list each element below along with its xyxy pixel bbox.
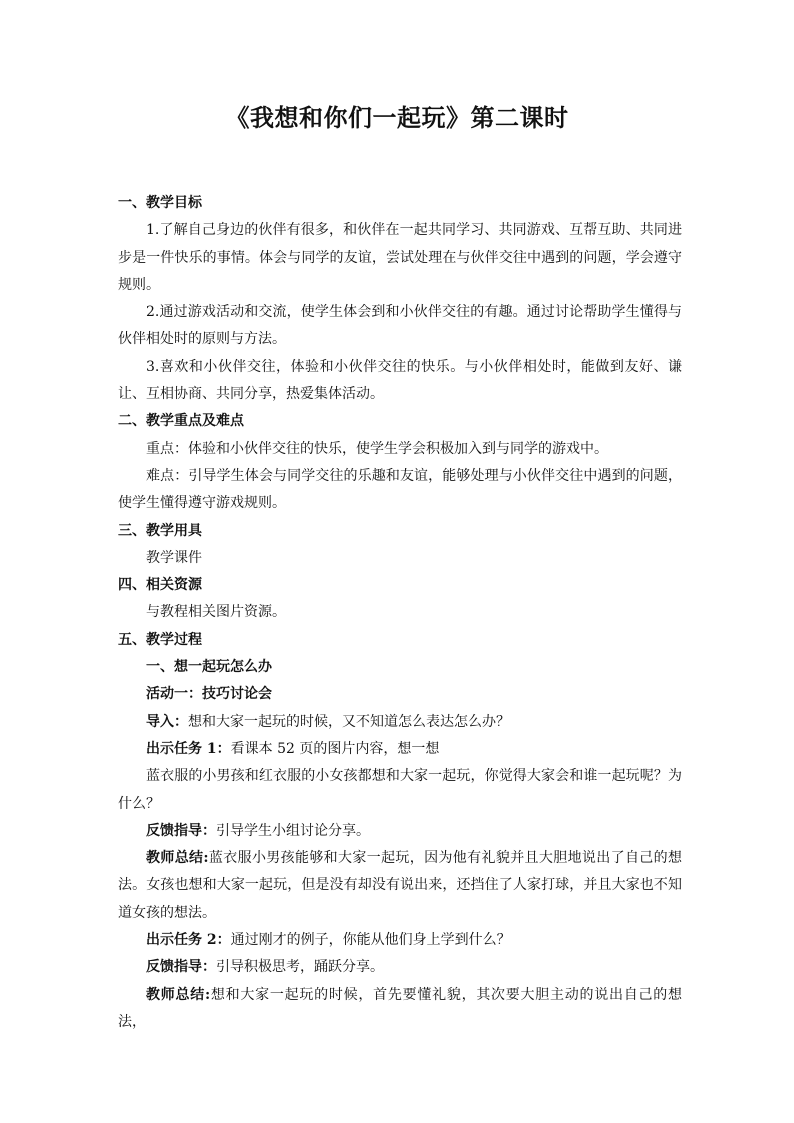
document-title: 《我想和你们一起玩》第二课时 bbox=[225, 103, 569, 132]
label: 出示任务 1： bbox=[146, 740, 231, 757]
section-heading-tools: 三、教学用具 bbox=[118, 522, 202, 539]
section-heading-process: 五、教学过程 bbox=[118, 631, 202, 648]
activity-heading: 活动一：技巧讨论会 bbox=[146, 686, 272, 703]
text: 蓝衣服小男孩能够和大家一起玩，因为他有礼貌并且大胆地说出了自己的想法。女孩也想和大家一起玩，但是没有却没有说出来，还挡住了人家打球，并且大家也不知道女孩的想法。 bbox=[118, 850, 683, 921]
paragraph: 2.通过游戏活动和交流，使学生体会到和小伙伴交往的有趣。通过讨论帮助学生懂得与伙伴相处时的原则与方法。 bbox=[118, 304, 682, 348]
paragraph: 难点：引导学生体会与同学交往的乐趣和友谊，能够处理与小伙伴交往中遇到的问题，使学生懂得遵守游戏规则。 bbox=[118, 467, 682, 512]
label: 反馈指导： bbox=[146, 959, 216, 976]
text: 通过刚才的例子，你能从他们身上学到什么？ bbox=[230, 932, 511, 949]
paragraph-feedback-1 bbox=[118, 818, 682, 845]
text: 引导积极思考，踊跃分享。 bbox=[216, 959, 384, 976]
paragraph: 蓝衣服的小男孩和红衣服的小女孩都想和大家一起玩，你觉得大家会和谁一起玩呢？为什么？ bbox=[118, 768, 682, 812]
label: 反馈指导： bbox=[146, 822, 216, 839]
subheading: 一、想一起玩怎么办 bbox=[146, 659, 272, 676]
label: 导入： bbox=[146, 713, 188, 730]
text: 看课本 52 页的图片内容，想一想 bbox=[230, 740, 440, 757]
paragraph-task-2 bbox=[118, 927, 682, 954]
section-heading-key-points: 二、教学重点及难点 bbox=[118, 413, 244, 430]
paragraph-feedback-2 bbox=[118, 954, 682, 981]
text: 引导学生小组讨论分享。 bbox=[216, 822, 370, 839]
text: 想和大家一起玩的时候，首先要懂礼貌，其次要大胆主动的说出自己的想法， bbox=[118, 986, 683, 1030]
paragraph-summary-2 bbox=[118, 982, 682, 1037]
paragraph: 与教程相关图片资源。 bbox=[146, 604, 286, 621]
paragraph: 重点：体验和小伙伴交往的快乐，使学生学会积极加入到与同学的游戏中。 bbox=[146, 440, 608, 457]
paragraph: 3.喜欢和小伙伴交往，体验和小伙伴交往的快乐。与小伙伴相处时，能做到友好、谦让、互相协商、共同分享，热爱集体活动。 bbox=[118, 358, 682, 403]
document-body bbox=[118, 190, 682, 1036]
label: 出示任务 2： bbox=[146, 932, 231, 949]
paragraph-summary-1 bbox=[118, 845, 682, 927]
paragraph: 1.了解自己身边的伙伴有很多，和伙伴在一起共同学习、共同游戏、互帮互助、共同进步是一件快乐的事情。体会与同学的友谊，尝试处理在与伙伴交往中遇到的问题，学会遵守规则。 bbox=[118, 222, 682, 293]
paragraph: 教学课件 bbox=[146, 549, 202, 566]
section-heading-resources: 四、相关资源 bbox=[118, 577, 202, 594]
label: 教师总结: bbox=[146, 986, 211, 1003]
label: 教师总结: bbox=[146, 850, 209, 867]
text: 想和大家一起玩的时候，又不知道怎么表达怎么办？ bbox=[188, 713, 510, 730]
section-heading-objectives: 一、教学目标 bbox=[118, 195, 202, 211]
paragraph-task-1 bbox=[118, 736, 682, 763]
paragraph-intro bbox=[118, 709, 682, 736]
